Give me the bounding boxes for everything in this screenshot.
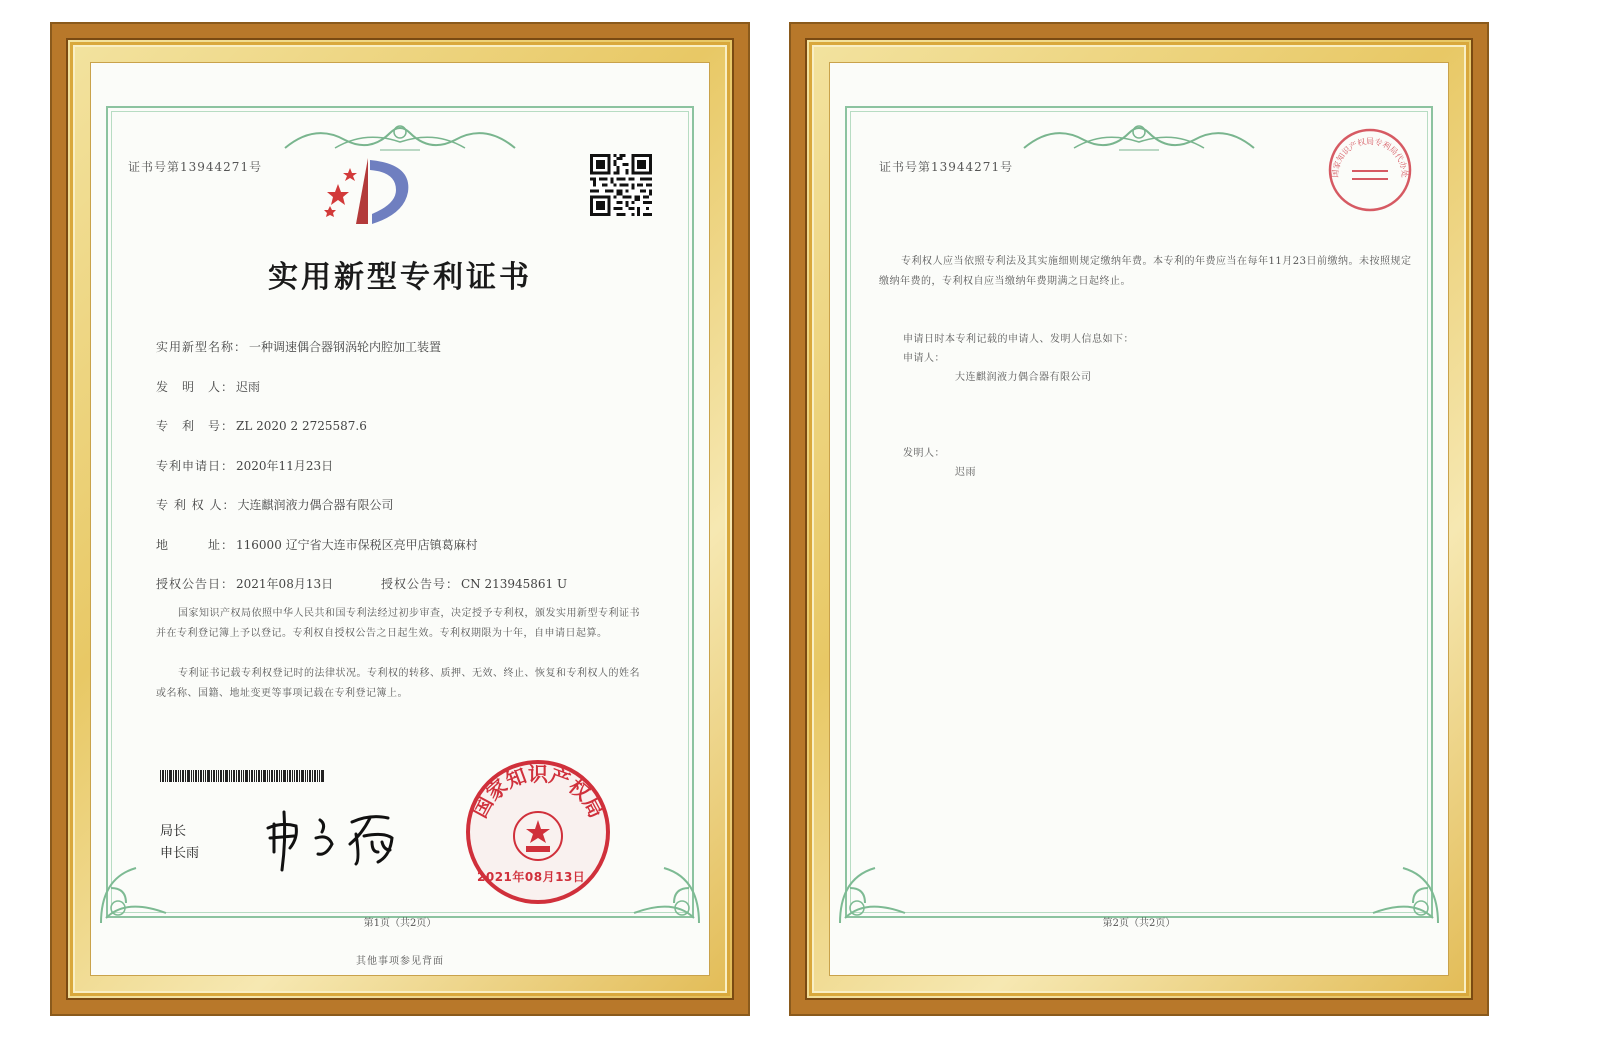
director-name: 申长雨 (160, 846, 200, 861)
barcode-icon (160, 770, 324, 782)
inventor-label: 发明人： (903, 448, 945, 459)
field-label: 实用新型名称： (156, 340, 248, 354)
top-ornament-icon (1014, 118, 1264, 158)
field-label: 地 址： (156, 538, 235, 552)
seal-date: 2021年08月13日 (477, 870, 586, 884)
field-label: 专 利 号： (156, 419, 235, 433)
footer-note: 其他事项参见背面 (356, 956, 444, 967)
document-title: 实用新型专利证书 (268, 260, 532, 295)
signature-icon (260, 804, 410, 874)
field-value: 116000 辽宁省大连市保税区亮甲店镇葛麻村 (236, 538, 478, 552)
field-label: 专利申请日： (156, 459, 235, 473)
certificate-number: 证书号第13944271号 (128, 160, 263, 174)
agency-seal-text: 国家知识产权局专利局代办处 (1330, 137, 1410, 178)
field-row-patent-name (156, 338, 441, 355)
page-number: 第1页（共2页） (363, 918, 437, 929)
field-label: 发 明 人： (156, 380, 235, 394)
grant-number-value: CN 213945861 U (460, 577, 568, 591)
field-row-inventor (156, 378, 260, 395)
field-value: 大连麒润液力偶合器有限公司 (237, 498, 394, 512)
field-row-application-date (156, 457, 333, 474)
legal-status-paragraph: 专利证书记载专利权登记时的法律状况。专利权的转移、质押、无效、终止、恢复和专利权人的姓名或名称、国籍、地址变更等事项记载在专利登记簿上。 (156, 668, 640, 699)
top-ornament-icon (275, 118, 525, 158)
agency-seal-icon (1326, 126, 1414, 214)
qr-code-icon (590, 154, 652, 216)
grant-statement-paragraph: 国家知识产权局依照中华人民共和国专利法经过初步审查，决定授予专利权，颁发实用新型专利证书并在专利登记簿上予以登记。专利权自授权公告之日起生效。专利权期限为十年，自申请日起算。 (156, 608, 640, 639)
field-label: 专 利 权 人： (156, 498, 236, 512)
decorative-border (845, 106, 1433, 918)
certificate-number: 证书号第13944271号 (879, 160, 1014, 174)
info-intro: 申请日时本专利记载的申请人、发明人信息如下： (903, 334, 1134, 345)
field-row-patentee (156, 496, 393, 513)
field-value: 迟雨 (236, 380, 261, 394)
field-row-grant (156, 575, 567, 592)
field-row-patent-number (156, 417, 367, 434)
seal-text: 国家知识产权局 (467, 762, 609, 822)
patent-office-logo-icon (320, 154, 416, 230)
certificate-paper (90, 62, 710, 976)
annual-fee-paragraph: 专利权人应当依照专利法及其实施细则规定缴纳年费。本专利的年费应当在每年11月23日前缴纳。未按照规定缴纳年费的，专利权自应当缴纳年费期满之日起终止。 (879, 256, 1412, 287)
grant-number-label: 授权公告号： (380, 577, 459, 591)
grant-date-value: 2021年08月13日 (236, 577, 334, 591)
inventor-name: 迟雨 (955, 467, 976, 478)
field-value: 一种调速偶合器钢涡轮内腔加工装置 (249, 340, 442, 354)
field-value: 2020年11月23日 (236, 459, 334, 473)
certificate-frame-page-1 (52, 24, 748, 1014)
grant-date-label: 授权公告日： (156, 577, 235, 591)
official-seal-icon (462, 756, 614, 908)
certificate-frame-page-2 (791, 24, 1487, 1014)
applicant-name: 大连麒润液力偶合器有限公司 (955, 372, 1092, 383)
page-number: 第2页（共2页） (1102, 918, 1176, 929)
director-title: 局长 (160, 824, 187, 839)
certificate-paper (829, 62, 1449, 976)
field-row-address (156, 536, 478, 553)
applicant-label: 申请人： (903, 353, 945, 364)
field-value: ZL 2020 2 2725587.6 (236, 419, 367, 433)
